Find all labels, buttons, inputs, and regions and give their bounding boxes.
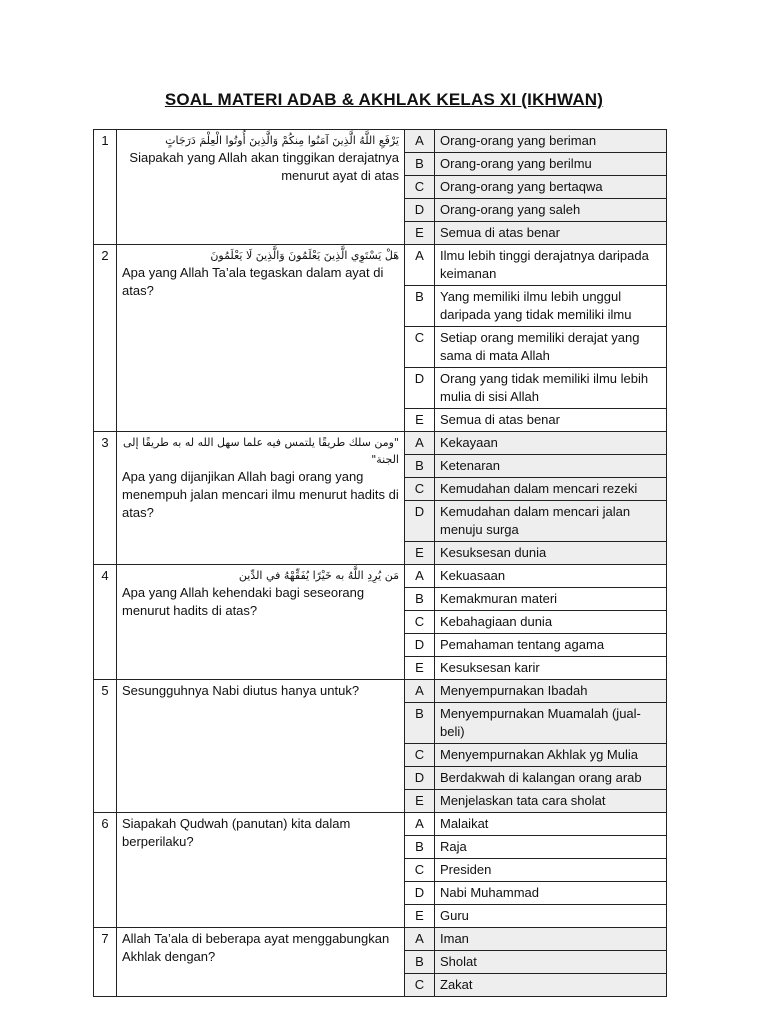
option-text: Orang yang tidak memiliki ilmu lebih mulia di sisi Allah bbox=[435, 368, 667, 409]
question-cell bbox=[117, 245, 405, 432]
question-cell bbox=[117, 813, 405, 928]
option-text: Berdakwah di kalangan orang arab bbox=[435, 767, 667, 790]
option-text: Yang memiliki ilmu lebih unggul daripada yang tidak memiliki ilmu bbox=[435, 286, 667, 327]
question-text: Apa yang Allah kehendaki bagi seseorang menurut hadits di atas? bbox=[122, 585, 365, 618]
question-number: 1 bbox=[94, 130, 117, 245]
option-letter: E bbox=[405, 790, 435, 813]
option-letter: B bbox=[405, 455, 435, 478]
option-text: Kebahagiaan dunia bbox=[435, 611, 667, 634]
option-text: Menyempurnakan Akhlak yg Mulia bbox=[435, 744, 667, 767]
option-text: Kemudahan dalam mencari rezeki bbox=[435, 478, 667, 501]
option-letter: C bbox=[405, 859, 435, 882]
option-letter: B bbox=[405, 286, 435, 327]
option-text: Sholat bbox=[435, 951, 667, 974]
option-letter: C bbox=[405, 327, 435, 368]
option-letter: A bbox=[405, 928, 435, 951]
question-text: Siapakah yang Allah akan tinggikan derajatnya menurut ayat di atas bbox=[129, 150, 399, 183]
option-letter: D bbox=[405, 634, 435, 657]
option-text: Guru bbox=[435, 905, 667, 928]
question-number: 4 bbox=[94, 565, 117, 680]
option-letter: C bbox=[405, 974, 435, 997]
option-letter: C bbox=[405, 176, 435, 199]
option-letter: D bbox=[405, 501, 435, 542]
option-letter: A bbox=[405, 130, 435, 153]
option-row bbox=[94, 928, 667, 951]
option-text: Menjelaskan tata cara sholat bbox=[435, 790, 667, 813]
question-text: Siapakah Qudwah (panutan) kita dalam berperilaku? bbox=[122, 816, 351, 849]
question-number: 5 bbox=[94, 680, 117, 813]
option-letter: A bbox=[405, 432, 435, 455]
option-text: Kesuksesan karir bbox=[435, 657, 667, 680]
option-letter: B bbox=[405, 836, 435, 859]
option-text: Orang-orang yang saleh bbox=[435, 199, 667, 222]
option-text: Malaikat bbox=[435, 813, 667, 836]
option-text: Menyempurnakan Ibadah bbox=[435, 680, 667, 703]
option-text: Orang-orang yang berilmu bbox=[435, 153, 667, 176]
option-letter: E bbox=[405, 542, 435, 565]
arabic-verse: يَرْفَعِ اللَّهُ الَّذِينَ آمَنُوا مِنكُمْ وَالَّذِينَ أُوتُوا الْعِلْمَ دَرَجَاتٍ bbox=[165, 134, 399, 147]
question-text: Allah Ta’ala di beberapa ayat menggabungkan Akhlak dengan? bbox=[122, 931, 390, 964]
option-letter: D bbox=[405, 767, 435, 790]
option-text: Kemakmuran materi bbox=[435, 588, 667, 611]
quiz-table bbox=[93, 129, 667, 997]
option-text: Pemahaman tentang agama bbox=[435, 634, 667, 657]
option-text: Kesuksesan dunia bbox=[435, 542, 667, 565]
option-text: Ilmu lebih tinggi derajatnya daripada keimanan bbox=[435, 245, 667, 286]
option-text: Kekayaan bbox=[435, 432, 667, 455]
option-letter: A bbox=[405, 813, 435, 836]
option-letter: D bbox=[405, 199, 435, 222]
arabic-verse: هَلْ يَسْتَوِي الَّذِينَ يَعْلَمُونَ وَالَّذِينَ لَا يَعْلَمُونَ bbox=[210, 249, 399, 262]
question-number: 7 bbox=[94, 928, 117, 997]
option-row bbox=[94, 813, 667, 836]
option-letter: E bbox=[405, 222, 435, 245]
option-text: Orang-orang yang bertaqwa bbox=[435, 176, 667, 199]
option-text: Nabi Muhammad bbox=[435, 882, 667, 905]
option-letter: E bbox=[405, 657, 435, 680]
option-letter: B bbox=[405, 703, 435, 744]
option-text: Raja bbox=[435, 836, 667, 859]
option-text: Semua di atas benar bbox=[435, 222, 667, 245]
option-row bbox=[94, 432, 667, 455]
option-row bbox=[94, 565, 667, 588]
option-text: Iman bbox=[435, 928, 667, 951]
option-text: Presiden bbox=[435, 859, 667, 882]
question-cell bbox=[117, 432, 405, 565]
question-cell bbox=[117, 130, 405, 245]
option-row bbox=[94, 245, 667, 286]
option-letter: D bbox=[405, 882, 435, 905]
question-text: Apa yang Allah Ta’ala tegaskan dalam ayat di atas? bbox=[122, 265, 384, 298]
option-text: Kemudahan dalam mencari jalan menuju surga bbox=[435, 501, 667, 542]
option-text: Semua di atas benar bbox=[435, 409, 667, 432]
question-number: 2 bbox=[94, 245, 117, 432]
option-letter: B bbox=[405, 951, 435, 974]
question-cell bbox=[117, 565, 405, 680]
page-title: SOAL MATERI ADAB & AKHLAK KELAS XI (IKHWAN) bbox=[164, 90, 604, 109]
option-letter: D bbox=[405, 368, 435, 409]
option-letter: A bbox=[405, 565, 435, 588]
option-text: Kekuasaan bbox=[435, 565, 667, 588]
option-row bbox=[94, 130, 667, 153]
arabic-verse: "ومن سلك طريقًا يلتمس فيه علما سهل الله له به طريقًا إلى الجنة" bbox=[123, 436, 399, 466]
option-letter: E bbox=[405, 409, 435, 432]
option-text: Setiap orang memiliki derajat yang sama di mata Allah bbox=[435, 327, 667, 368]
option-letter: C bbox=[405, 611, 435, 634]
option-text: Ketenaran bbox=[435, 455, 667, 478]
question-cell bbox=[117, 928, 405, 997]
option-letter: C bbox=[405, 744, 435, 767]
option-letter: C bbox=[405, 478, 435, 501]
option-text: Orang-orang yang beriman bbox=[435, 130, 667, 153]
quiz-table-body bbox=[94, 130, 667, 997]
option-letter: B bbox=[405, 153, 435, 176]
question-text: Sesungguhnya Nabi diutus hanya untuk? bbox=[122, 683, 360, 698]
option-text: Zakat bbox=[435, 974, 667, 997]
question-number: 6 bbox=[94, 813, 117, 928]
question-text: Apa yang dijanjikan Allah bagi orang yang menempuh jalan mencari ilmu menurut hadits di atas? bbox=[122, 469, 399, 520]
option-letter: A bbox=[405, 245, 435, 286]
option-text: Menyempurnakan Muamalah (jual-beli) bbox=[435, 703, 667, 744]
question-number: 3 bbox=[94, 432, 117, 565]
option-letter: E bbox=[405, 905, 435, 928]
question-cell bbox=[117, 680, 405, 813]
option-row bbox=[94, 680, 667, 703]
option-letter: B bbox=[405, 588, 435, 611]
arabic-verse: مَن يُرِدِ اللَّهُ به خَيْرًا يُفَقِّهْهُ في الدِّين bbox=[238, 569, 399, 582]
option-letter: A bbox=[405, 680, 435, 703]
